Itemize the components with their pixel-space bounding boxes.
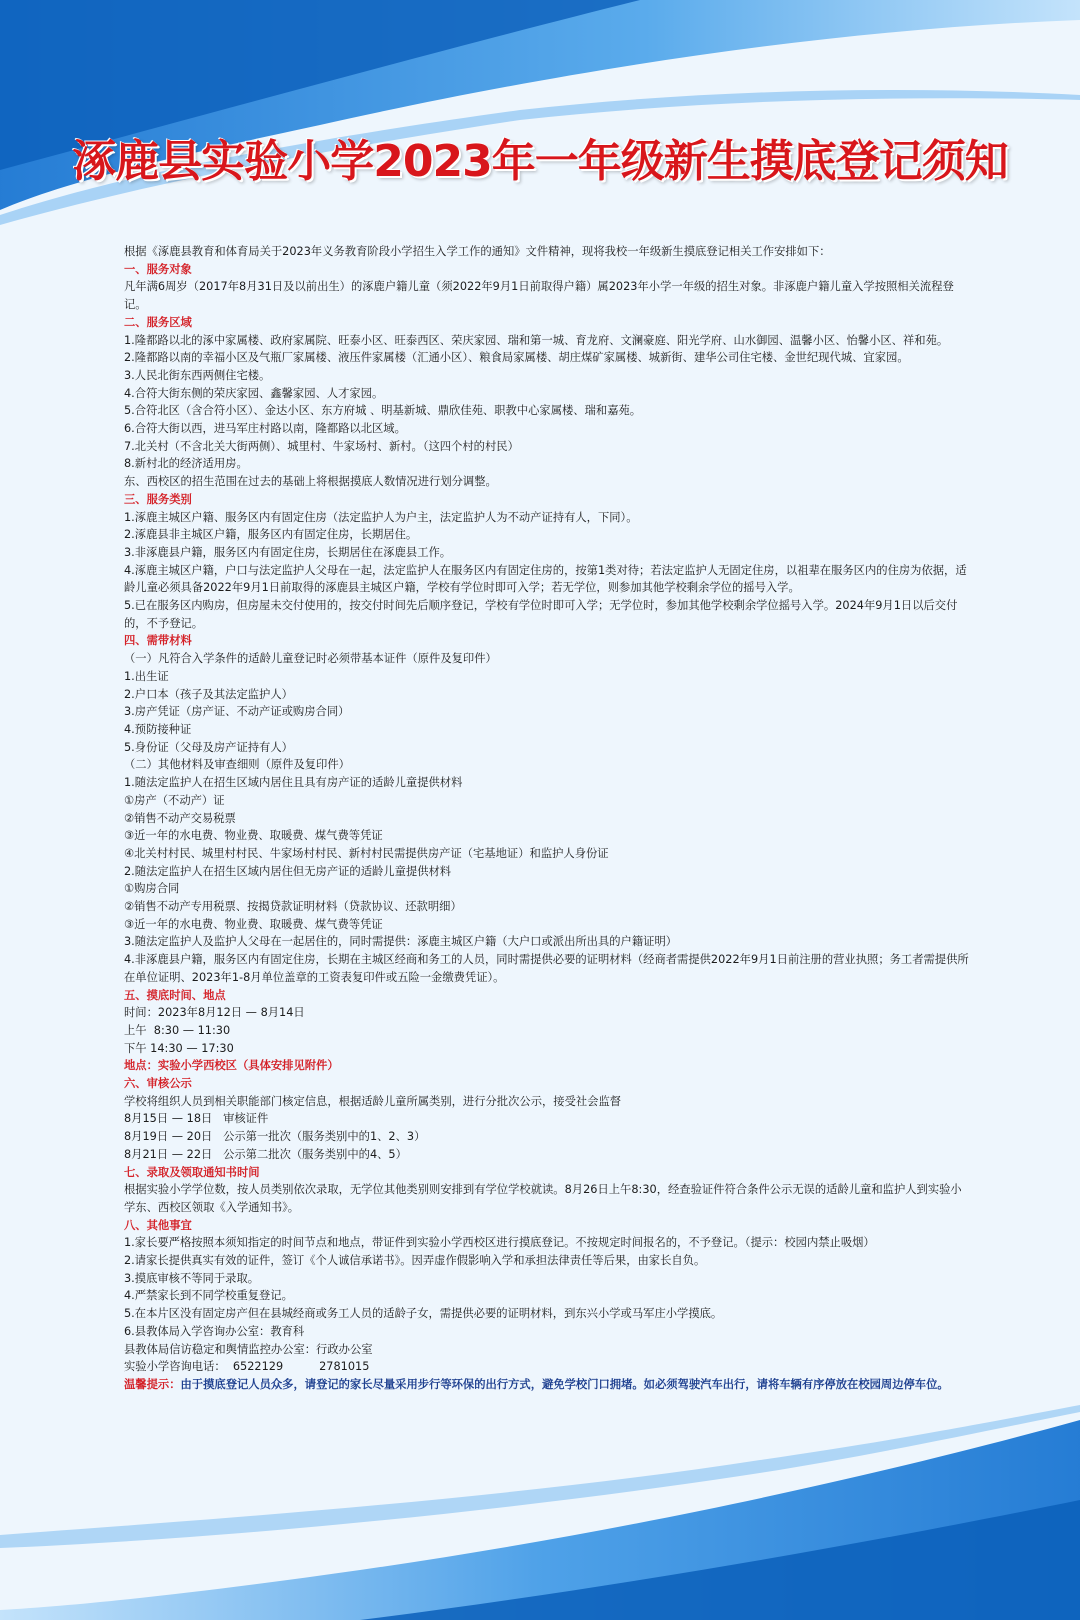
- list-item: 7.北关村（不含北关大街两侧）、城里村、牛家场村、新村。（这四个村的村民）: [124, 439, 519, 453]
- list-item: 4.非涿鹿县户籍，服务区内有固定住房，长期在主城区经商和务工的人员，同时需提供必要的证明材料（经商者需提供2022年9月1日前注册的营业执照；务工者需提供所在单位证明、2023年1-8月单位盖章的工资表复印件或五险一金缴费凭证）。: [124, 953, 969, 984]
- list-item: 1.涿鹿主城区户籍、服务区内有固定住房（法定监护人为户主，法定监护人为不动产证持有人，下同）。: [124, 510, 638, 524]
- section-heading: 五、摸底时间、地点: [124, 988, 226, 1002]
- list-item: 1.家长要严格按照本须知指定的时间节点和地点，带证件到实验小学西校区进行摸底登记。不按规定时间报名的，不予登记。（提示：校园内禁止吸烟）: [124, 1236, 875, 1250]
- list-item: 1.随法定监护人在招生区域内居住且具有房产证的适龄儿童提供材料: [124, 776, 463, 790]
- registration-place: 地点：实验小学西校区（具体安排见附件）: [124, 1059, 339, 1073]
- list-item: 4.预防接种证: [124, 722, 192, 736]
- list-item: 3.随法定监护人及监护人父母在一起居住的，同时需提供：涿鹿主城区户籍（大户口或派出所出具的户籍证明）: [124, 935, 678, 949]
- list-item: 3.摸底审核不等同于录取。: [124, 1271, 260, 1285]
- list-item: ①房产（不动产）证: [124, 793, 225, 807]
- list-item: 3.房产凭证（房产证、不动产证或购房合同）: [124, 705, 350, 719]
- list-item: 8月21日 — 22日 公示第二批次（服务类别中的4、5）: [124, 1147, 407, 1161]
- list-item: 3.人民北街东西两侧住宅楼。: [124, 368, 271, 382]
- consult-phone: 实验小学咨询电话： 6522129 2781015: [124, 1360, 370, 1374]
- list-item: ③近一年的水电费、物业费、取暖费、煤气费等凭证: [124, 917, 383, 931]
- list-item: ③近一年的水电费、物业费、取暖费、煤气费等凭证: [124, 829, 383, 843]
- warm-tip-text: 由于摸底登记人员众多，请登记的家长尽量采用步行等环保的出行方式，避免学校门口拥堵。如必须驾驶汽车出行，请将车辆有序停放在校园周边停车位。: [180, 1378, 949, 1391]
- section-heading: 六、审核公示: [124, 1077, 192, 1091]
- list-item: 东、西校区的招生范围在过去的基础上将根据摸底人数情况进行划分调整。: [124, 475, 497, 489]
- warm-tip: [102, 1376, 972, 1394]
- list-item: ②销售不动产交易税票: [124, 811, 236, 825]
- list-item: ①购房合同: [124, 882, 180, 896]
- registration-time: 时间：2023年8月12日 — 8月14日: [124, 1006, 305, 1020]
- list-item: 8月15日 — 18日 审核证件: [124, 1112, 269, 1126]
- list-item: 2.请家长提供真实有效的证件，签订《个人诚信承诺书》。因弄虚作假影响入学和承担法律责任等后果，由家长自负。: [124, 1254, 706, 1268]
- list-item: ④北关村村民、城里村村民、牛家场村村民、新村村民需提供房产证（宅基地证）和监护人身份证: [124, 846, 609, 860]
- list-item: 2.隆都路以南的幸福小区及气瓶厂家属楼、液压件家属楼（汇通小区）、粮食局家属楼、胡庄煤矿家属楼、城新街、建华公司住宅楼、金世纪现代城、宜家园。: [124, 351, 909, 365]
- section-heading: 三、服务类别: [124, 492, 192, 506]
- section-heading: 四、需带材料: [124, 634, 192, 648]
- section-heading: 七、录取及领取通知书时间: [124, 1165, 260, 1179]
- intro-paragraph: 根据《涿鹿县教育和体育局关于2023年义务教育阶段小学招生入学工作的通知》文件精神，现将我校一年级新生摸底登记相关工作安排如下：: [124, 245, 831, 258]
- list-item: （一）凡符合入学条件的适龄儿童登记时必须带基本证件（原件及复印件）: [124, 652, 497, 666]
- list-item: 4.合符大街东侧的荣庆家园、鑫馨家园、人才家园。: [124, 386, 384, 400]
- list-item: 4.严禁家长到不同学校重复登记。: [124, 1289, 293, 1303]
- section-heading: 二、服务区域: [124, 315, 192, 329]
- list-item: 5.已在服务区内购房，但房屋未交付使用的，按交付时间先后顺序登记，学校有学位时即可入学；无学位时，参加其他学校剩余学位摇号入学。2024年9月1日以后交付的，不予登记。: [124, 599, 958, 630]
- list-item: 4.涿鹿主城区户籍，户口与法定监护人父母在一起，法定监护人在服务区内有固定住房的，按第1类对待；若法定监护人无固定住房，以祖辈在服务区内的住房为依据，适龄儿童必须具备2022年9月1日前取得的涿鹿县主城区户籍，学校有学位时即可入学；若无学位，则参加其他学校剩余学位的摇号入学。: [124, 563, 967, 595]
- list-item: 6.县教体局入学咨询办公室：教育科: [124, 1324, 305, 1338]
- morning-hours: 上午 8:30 — 11:30: [124, 1023, 231, 1037]
- list-item: 8月19日 — 20日 公示第一批次（服务类别中的1、2、3）: [124, 1130, 426, 1144]
- list-item: 8.新村北的经济适用房。: [124, 457, 248, 471]
- list-item: 1.隆都路以北的涿中家属楼、政府家属院、旺泰小区、旺泰西区、荣庆家园、瑞和第一城、育龙府、文澜豪庭、阳光学府、山水御园、温馨小区、怡馨小区、祥和苑。: [124, 333, 949, 347]
- list-item: 2.随法定监护人在招生区域内居住但无房产证的适龄儿童提供材料: [124, 864, 452, 878]
- list-item: ②销售不动产专用税票、按揭贷款证明材料（贷款协议、还款明细）: [124, 900, 462, 914]
- section-text: 凡年满6周岁（2017年8月31日及以前出生）的涿鹿户籍儿童（须2022年9月1日前取得户籍）属2023年小学一年级的招生对象。非涿鹿户籍儿童入学按照相关流程登记。: [124, 280, 954, 312]
- section-text: 根据实验小学学位数，按人员类别依次录取，无学位其他类别则安排到有学位学校就读。8月26日上午8:30，经查验证件符合条件公示无误的适龄儿童和监护人到实验小学东、西校区领取《入学通知书》。: [124, 1183, 962, 1214]
- page-title: 涿鹿县实验小学2023年一年级新生摸底登记须知: [72, 136, 1008, 187]
- list-item: 2.涿鹿县非主城区户籍，服务区内有固定住房，长期居住。: [124, 528, 418, 542]
- list-item: 2.户口本（孩子及其法定监护人）: [124, 687, 293, 701]
- section-heading: 一、服务对象: [124, 262, 192, 276]
- list-item: （二）其他材料及审查细则（原件及复印件）: [124, 758, 350, 772]
- list-item: 县教体局信访稳定和舆情监控办公室：行政办公室: [124, 1342, 373, 1356]
- list-item: 1.出生证: [124, 669, 169, 683]
- list-item: 5.身份证（父母及房产证持有人）: [124, 740, 293, 754]
- warm-tip-label: 温馨提示：: [124, 1378, 181, 1391]
- list-item: 3.非涿鹿县户籍，服务区内有固定住房，长期居住在涿鹿县工作。: [124, 545, 452, 559]
- list-item: 5.合符北区（含合符小区）、金达小区、东方府城 、明基新城、鼎欣佳苑、职教中心家属楼、瑞和嘉苑。: [124, 404, 642, 418]
- list-item: 6.合符大街以西，进马军庄村路以南，隆都路以北区域。: [124, 422, 406, 436]
- section-heading: 八、其他事宜: [124, 1218, 192, 1232]
- list-item: 5.在本片区没有固定房产但在县城经商或务工人员的适龄子女，需提供必要的证明材料，到东兴小学或马军庄小学摸底。: [124, 1307, 723, 1321]
- list-item: 学校将组织人员到相关职能部门核定信息，根据适龄儿童所属类别，进行分批次公示，接受社会监督: [124, 1094, 622, 1108]
- notice-body: [102, 243, 972, 1394]
- afternoon-hours: 下午 14:30 — 17:30: [124, 1041, 234, 1055]
